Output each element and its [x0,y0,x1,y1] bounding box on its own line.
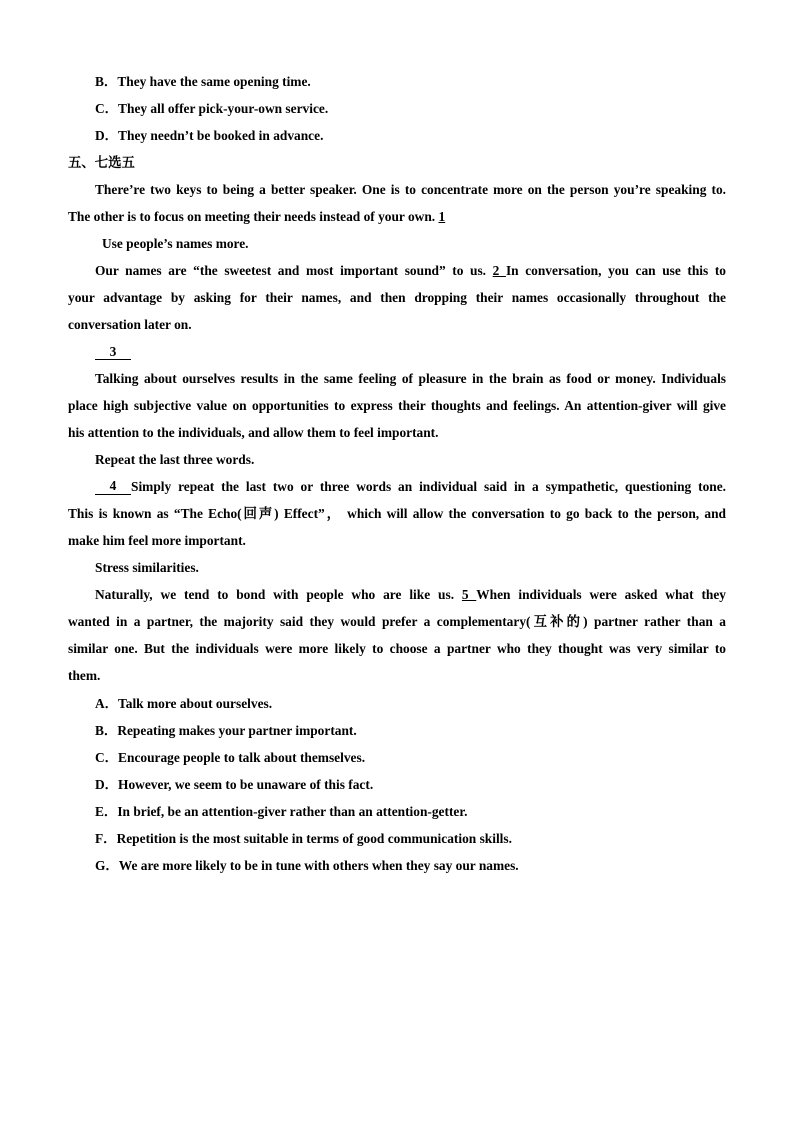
option-a: A．Talk more about ourselves. [95,696,273,711]
blank-4: 4 [95,479,131,495]
blank-1: 1 [438,209,446,224]
para2-line-2: your advantage by asking for their names, and then dropping their names occasionally throughout the [68,290,726,305]
prev-option-b: B．They have the same opening time. [95,74,311,89]
para3-line-1: Talking about ourselves results in the same feeling of pleasure in the brain as food or money. Individuals [95,371,726,386]
para2-text-b: In conversation, you can use this to [505,263,727,278]
option-f: F．Repetition is the most suitable in terms of good communication skills. [95,831,512,846]
para5-line-2: wanted in a partner, the majority said they would prefer a complementary(互补的) partner rather than a [68,614,726,629]
para5-line-4: them. [68,668,101,683]
intro-line-2 [68,209,445,225]
blank-2: 2 [492,263,506,278]
para2-line-1 [95,263,726,279]
para5-line-1 [95,587,726,603]
section-heading: 五、七选五 [68,155,135,170]
intro-line-1: There’re two keys to being a better speaker. One is to concentrate more on the person you’re speaking to. [95,182,726,197]
blank-3-text: 3 [95,345,131,360]
subheading-names: Use people’s names more. [102,236,249,251]
para5-text-b: When individuals were asked what they [476,587,726,602]
para5-text-a: Naturally, we tend to bond with people who are like us. [95,587,462,602]
para4-line-3: make him feel more important. [68,533,246,548]
option-d: D．However, we seem to be unaware of this fact. [95,777,374,792]
intro-text: The other is to focus on meeting their needs instead of your own. [68,209,439,224]
para2-text-a: Our names are “the sweetest and most important sound” to us. [95,263,493,278]
option-c: C．Encourage people to talk about themselves. [95,750,366,765]
prev-option-c: C．They all offer pick-your-own service. [95,101,329,116]
blank-3 [95,344,131,360]
para5-line-3: similar one. But the individuals were more likely to choose a partner who they thought was very similar to [68,641,726,656]
subheading-repeat: Repeat the last three words. [95,452,255,467]
option-e: E．In brief, be an attention-giver rather than an attention-getter. [95,804,468,819]
para4-text: Simply repeat the last two or three words an individual said in a sympathetic, questioning tone. [131,479,726,494]
para3-line-2: place high subjective value on opportunities to express their thoughts and feelings. An attention-giver will give [68,398,726,413]
option-g: G．We are more likely to be in tune with others when they say our names. [95,858,519,873]
para4-line-1 [95,479,726,495]
para2-line-3: conversation later on. [68,317,192,332]
prev-option-d: D．They needn’t be booked in advance. [95,128,324,143]
option-b: B．Repeating makes your partner important. [95,723,357,738]
subheading-stress: Stress similarities. [95,560,199,575]
blank-5: 5 [461,587,477,602]
para4-line-2: This is known as “The Echo(回声) Effect”， which will allow the conversation to go back to the person, and [68,506,726,521]
para3-line-3: his attention to the individuals, and allow them to feel important. [68,425,439,440]
